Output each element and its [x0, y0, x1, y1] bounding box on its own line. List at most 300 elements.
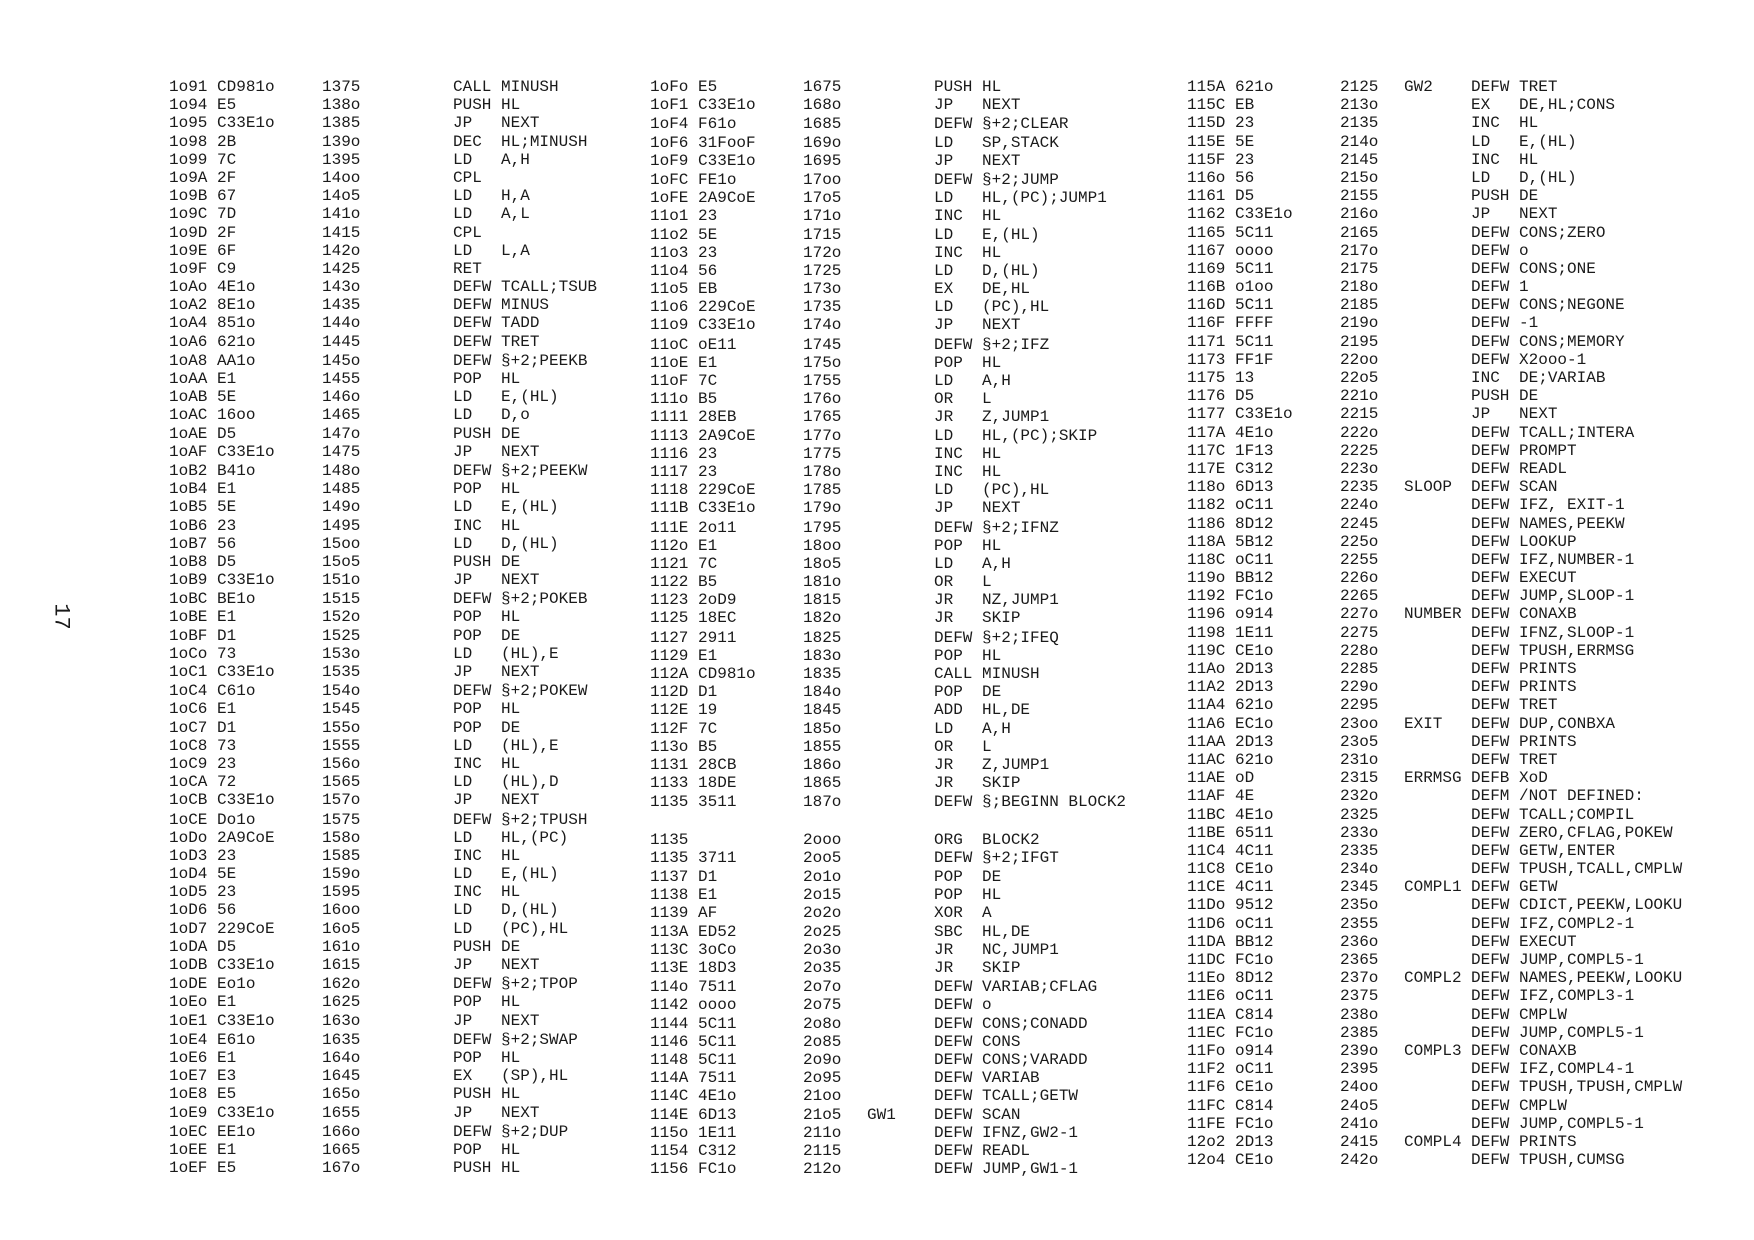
address-code: 1oB5 5E — [169, 498, 237, 517]
line-number: 154o — [322, 682, 361, 701]
instruction: DEFM /NOT DEFINED: — [1471, 787, 1644, 806]
instruction: DEFW CONS;ZERO — [1471, 223, 1606, 242]
line-number: 176o — [803, 390, 842, 409]
instruction: JP NEXT — [934, 316, 1021, 335]
address-code: 1125 18EC — [650, 609, 737, 628]
line-number: 24o5 — [1340, 1096, 1379, 1115]
instruction: JP NEXT — [934, 499, 1021, 518]
instruction: INC HL — [1471, 114, 1539, 133]
instruction: DEFW READL — [934, 1141, 1031, 1160]
line-number: 2235 — [1340, 478, 1379, 497]
instruction: CPL — [453, 223, 482, 242]
line-number: 1445 — [322, 332, 361, 351]
instruction: DEFW PRINTS — [1471, 678, 1577, 697]
line-number: 1485 — [322, 480, 361, 499]
instruction: DEFW DUP,CONBXA — [1471, 714, 1616, 733]
line-number: 2o75 — [803, 996, 842, 1015]
instruction: DEFW NAMES,PEEKW — [1471, 514, 1625, 533]
line-number: 14oo — [322, 168, 361, 187]
instruction: DEFW CONS;CONADD — [934, 1014, 1088, 1033]
address-code: 116B o1oo — [1187, 278, 1274, 297]
instruction: DEFW TPUSH,TCALL,CMPLW — [1471, 860, 1683, 879]
instruction: DEFW §+2;PEEKW — [453, 461, 588, 480]
line-number: 2o95 — [803, 1069, 842, 1088]
address-code: 1133 18DE — [650, 774, 737, 793]
line-number: 147o — [322, 424, 361, 443]
address-code: 1175 13 — [1187, 369, 1255, 387]
address-code: 1oD4 5E — [169, 865, 237, 884]
instruction: EX DE,HL — [934, 280, 1031, 299]
instruction: JR SKIP — [934, 609, 1021, 628]
address-code: 116D 5C11 — [1187, 296, 1274, 315]
line-number: 1655 — [322, 1103, 361, 1122]
instruction: LD E,(HL) — [1471, 132, 1577, 151]
address-code: 1oDE Eo1o — [169, 975, 256, 994]
line-number: 181o — [803, 573, 842, 592]
address-code: 1118 229CoE — [650, 481, 756, 500]
line-number: 157o — [322, 791, 361, 810]
line-number: 211o — [803, 1123, 842, 1142]
address-code: 1o9E 6F — [169, 241, 237, 260]
address-code: 115C EB — [1187, 96, 1255, 115]
instruction: POP DE — [453, 626, 521, 645]
instruction: DEFW MINUS — [453, 296, 550, 315]
instruction: INC HL — [934, 207, 1002, 226]
line-number: 2365 — [1340, 951, 1379, 969]
line-number: 1755 — [803, 372, 842, 390]
label: NUMBER — [1404, 605, 1462, 624]
address-code: 1oBF D1 — [169, 626, 237, 645]
address-code: 1oBC BE1o — [169, 590, 256, 609]
instruction: DEFW CONS;NEGONE — [1471, 296, 1625, 315]
address-code: 1oBE E1 — [169, 608, 237, 627]
line-number: 145o — [322, 351, 361, 370]
address-code: 1oAo 4E1o — [169, 278, 256, 297]
line-number: 1745 — [803, 335, 842, 354]
address-code: 113o B5 — [650, 737, 718, 756]
line-number: 2345 — [1340, 878, 1379, 897]
label: GW1 — [867, 1105, 896, 1124]
address-code: 115D 23 — [1187, 114, 1255, 133]
address-code: 1oDo 2A9CoE — [169, 828, 275, 847]
address-code: 118C oC11 — [1187, 550, 1274, 569]
line-number: 231o — [1340, 750, 1379, 769]
instruction: DEFW §+2;IFZ — [934, 335, 1050, 354]
line-number: 236o — [1340, 932, 1379, 951]
line-number: 213o — [1340, 96, 1379, 115]
instruction: LD D,o — [453, 406, 530, 425]
instruction: CALL MINUSH — [934, 665, 1040, 683]
address-code: 1oA4 851o — [169, 314, 256, 333]
address-code: 11AE oD — [1187, 769, 1255, 788]
address-code: 115F 23 — [1187, 150, 1255, 169]
line-number: 2o2o — [803, 904, 842, 923]
address-code: 119C CE1o — [1187, 641, 1274, 660]
line-number: 2385 — [1340, 1023, 1379, 1042]
instruction: DEFW IFZ,NUMBER-1 — [1471, 550, 1635, 569]
address-code: 1oDA D5 — [169, 937, 237, 956]
instruction: LD D,(HL) — [453, 534, 559, 553]
address-code: 1oAF C33E1o — [169, 442, 275, 461]
address-code: 11FC C814 — [1187, 1096, 1274, 1115]
instruction: POP HL — [453, 993, 521, 1012]
address-code: 1oF1 C33E1o — [650, 96, 756, 115]
line-number: 1795 — [803, 518, 842, 537]
address-code: 113E 18D3 — [650, 959, 737, 977]
instruction: DEFW §;BEGINN BLOCK2 — [934, 793, 1127, 812]
line-number: 186o — [803, 755, 842, 774]
address-code: 1oD7 229CoE — [169, 919, 275, 938]
address-code: 1oF4 F61o — [650, 115, 737, 134]
instruction: INC HL — [934, 462, 1002, 481]
address-code: 1o9D 2F — [169, 223, 237, 242]
instruction: PUSH DE — [1471, 387, 1539, 406]
address-code: 1198 1E11 — [1187, 623, 1274, 642]
address-code: 11F2 oC11 — [1187, 1060, 1274, 1079]
line-number: 2355 — [1340, 914, 1379, 933]
address-code: 1oE6 E1 — [169, 1048, 237, 1067]
address-code: 11Fo o914 — [1187, 1041, 1274, 1060]
address-code: 1o9F C9 — [169, 259, 237, 278]
address-code: 117E C312 — [1187, 459, 1274, 478]
line-number: 22o5 — [1340, 369, 1379, 387]
instruction: DEFW PRINTS — [1471, 660, 1577, 678]
instruction: OR L — [934, 573, 992, 592]
line-number: 156o — [322, 754, 361, 773]
line-number: 1635 — [322, 1030, 361, 1049]
instruction: INC DE;VARIAB — [1471, 369, 1606, 387]
address-code: 1o9C 7D — [169, 205, 237, 224]
line-number: 2145 — [1340, 150, 1379, 169]
instruction: DEFW CONS;ONE — [1471, 259, 1596, 278]
instruction: DEFW EXECUT — [1471, 569, 1577, 588]
address-code: 11oE E1 — [650, 353, 718, 372]
instruction: PUSH DE — [1471, 187, 1539, 206]
address-code: 1oB9 C33E1o — [169, 571, 275, 590]
line-number: 241o — [1340, 1114, 1379, 1133]
address-code: 1111 28EB — [650, 408, 737, 427]
address-code: 117C 1F13 — [1187, 441, 1274, 460]
line-number: 2325 — [1340, 805, 1379, 824]
line-number: 179o — [803, 499, 842, 518]
address-code: 114C 4E1o — [650, 1087, 737, 1106]
line-number: 168o — [803, 96, 842, 115]
address-code: 1oD3 23 — [169, 846, 237, 865]
address-code: 11AF 4E — [1187, 787, 1255, 806]
instruction: INC HL — [453, 846, 521, 865]
instruction: JP NEXT — [453, 1011, 540, 1030]
label: COMPL3 — [1404, 1041, 1462, 1060]
line-number: 2215 — [1340, 405, 1379, 424]
address-code: 11F6 CE1o — [1187, 1078, 1274, 1097]
address-code: 11o9 C33E1o — [650, 316, 756, 335]
line-number: 2415 — [1340, 1132, 1379, 1151]
address-code: 115o 1E11 — [650, 1123, 737, 1142]
instruction: PUSH HL — [453, 1159, 521, 1178]
instruction: DEFW §+2;TPUSH — [453, 810, 588, 829]
line-number: 1425 — [322, 259, 361, 278]
instruction: POP HL — [934, 886, 1002, 905]
line-number: 17oo — [803, 170, 842, 189]
line-number: 143o — [322, 278, 361, 297]
address-code: 1oE7 E3 — [169, 1067, 237, 1086]
instruction: JP NEXT — [934, 96, 1021, 115]
line-number: 216o — [1340, 205, 1379, 224]
address-code: 118A 5B12 — [1187, 532, 1274, 551]
instruction: LD L,A — [453, 241, 530, 260]
instruction: INC HL — [934, 444, 1002, 463]
address-code: 112D D1 — [650, 683, 718, 702]
address-code: 11EA C814 — [1187, 1005, 1274, 1024]
instruction: DEFW §+2;IFNZ — [934, 518, 1059, 537]
line-number: 139o — [322, 132, 361, 151]
line-number: 223o — [1340, 459, 1379, 478]
instruction: LD HL,(PC);JUMP1 — [934, 189, 1107, 208]
line-number: 153o — [322, 644, 361, 663]
line-number: 1695 — [803, 151, 842, 170]
instruction: INC HL — [934, 243, 1002, 262]
instruction: DEFW TCALL;INTERA — [1471, 423, 1635, 442]
address-code: 1oAB 5E — [169, 388, 237, 407]
label: SLOOP — [1404, 478, 1453, 497]
instruction: DEFW VARIAB;CFLAG — [934, 978, 1098, 997]
line-number: 177o — [803, 426, 842, 445]
line-number: 1435 — [322, 296, 361, 315]
line-number: 23oo — [1340, 714, 1379, 733]
address-code: 11BC 4E1o — [1187, 805, 1274, 824]
label: GW2 — [1404, 78, 1433, 96]
line-number: 2265 — [1340, 587, 1379, 606]
line-number: 1865 — [803, 774, 842, 793]
address-code: 114A 7511 — [650, 1069, 737, 1088]
address-code: 11A6 EC1o — [1187, 714, 1274, 733]
instruction: LD (PC),HL — [453, 919, 569, 938]
line-number: 2115 — [803, 1141, 842, 1160]
address-code: 112F 7C — [650, 719, 718, 738]
line-number: 2275 — [1340, 623, 1379, 642]
line-number: 15o5 — [322, 552, 361, 571]
line-number: 2o8o — [803, 1014, 842, 1033]
address-code: 1oE4 E61o — [169, 1030, 256, 1049]
instruction: JR SKIP — [934, 959, 1021, 977]
address-code: 1oC9 23 — [169, 754, 237, 773]
address-code: 114E 6D13 — [650, 1105, 737, 1124]
instruction: POP HL — [453, 1140, 521, 1159]
instruction: DEFW 1 — [1471, 278, 1529, 297]
instruction: DEFW CONAXB — [1471, 605, 1577, 624]
instruction: JP NEXT — [453, 571, 540, 590]
instruction: LD D,(HL) — [934, 261, 1040, 280]
line-number: 2125 — [1340, 78, 1379, 96]
line-number: 142o — [322, 241, 361, 260]
instruction: LD A,H — [934, 554, 1011, 573]
line-number: 238o — [1340, 1005, 1379, 1024]
address-code: 11C4 4C11 — [1187, 841, 1274, 860]
instruction: POP HL — [934, 536, 1002, 555]
line-number: 14o5 — [322, 187, 361, 206]
line-number: 1515 — [322, 590, 361, 609]
line-number: 218o — [1340, 278, 1379, 297]
instruction: JP NEXT — [453, 114, 540, 133]
address-code: 11o4 56 — [650, 261, 718, 280]
address-code: 11o1 23 — [650, 207, 718, 226]
line-number: 242o — [1340, 1151, 1379, 1170]
instruction: DEFW §+2;TPOP — [453, 975, 578, 994]
instruction: DEFW TRET — [1471, 750, 1558, 769]
line-number: 224o — [1340, 496, 1379, 515]
address-code: 1169 5C11 — [1187, 259, 1274, 278]
instruction: DEFW §+2;IFGT — [934, 848, 1059, 867]
instruction: DEFW IFZ,COMPL2-1 — [1471, 914, 1635, 933]
line-number: 1555 — [322, 736, 361, 755]
instruction: INC HL — [453, 754, 521, 773]
address-code: 1oAC 16oo — [169, 406, 256, 425]
instruction: DEFW IFNZ,SLOOP-1 — [1471, 623, 1635, 642]
address-code: 11Eo 8D12 — [1187, 969, 1274, 988]
line-number: 1525 — [322, 626, 361, 645]
instruction: INC HL — [1471, 150, 1539, 169]
instruction: DEFW CONS;MEMORY — [1471, 332, 1625, 351]
line-number: 2245 — [1340, 514, 1379, 533]
instruction: POP DE — [934, 868, 1002, 887]
instruction: DEFW CONS — [934, 1032, 1021, 1051]
instruction: JP NEXT — [453, 663, 540, 681]
line-number: 2o3o — [803, 940, 842, 959]
line-number: 1465 — [322, 406, 361, 425]
instruction: LD SP,STACK — [934, 133, 1059, 152]
instruction: DEFW §+2;DUP — [453, 1122, 569, 1141]
address-code: 11A4 621o — [1187, 696, 1274, 715]
line-number: 229o — [1340, 678, 1379, 697]
instruction: POP DE — [934, 683, 1002, 702]
address-code: 111E 2o11 — [650, 518, 737, 537]
address-code: 1oA8 AA1o — [169, 351, 256, 370]
instruction: JP NEXT — [1471, 405, 1558, 424]
address-code: 1135 — [650, 830, 689, 849]
address-code: 1oA2 8E1o — [169, 296, 256, 315]
line-number: 1855 — [803, 737, 842, 756]
instruction: PUSH HL — [934, 78, 1002, 96]
line-number: 1385 — [322, 114, 361, 133]
line-number: 1715 — [803, 225, 842, 244]
instruction: DEFW EXECUT — [1471, 932, 1577, 951]
instruction: DEFW TCALL;TSUB — [453, 278, 598, 297]
address-code: 11C8 CE1o — [1187, 860, 1274, 879]
instruction: OR L — [934, 737, 992, 756]
instruction: DEFW TPUSH,CUMSG — [1471, 1151, 1625, 1170]
line-number: 21oo — [803, 1087, 842, 1106]
address-code: 1121 7C — [650, 554, 718, 573]
address-code: 1o91 CD981o — [169, 78, 275, 96]
address-code: 1192 FC1o — [1187, 587, 1274, 606]
instruction: INC HL — [453, 883, 521, 902]
line-number: 2o9o — [803, 1050, 842, 1069]
line-number: 178o — [803, 462, 842, 481]
address-code: 118o 6D13 — [1187, 478, 1274, 497]
line-number: 228o — [1340, 641, 1379, 660]
line-number: 2395 — [1340, 1060, 1379, 1079]
label: EXIT — [1404, 714, 1443, 733]
line-number: 1565 — [322, 773, 361, 792]
line-number: 165o — [322, 1085, 361, 1104]
address-code: 1131 28CB — [650, 755, 737, 774]
label: COMPL1 — [1404, 878, 1462, 897]
instruction: DEFW GETW — [1471, 878, 1558, 897]
line-number: 171o — [803, 207, 842, 226]
instruction: DEFW JUMP,SLOOP-1 — [1471, 587, 1635, 606]
instruction: DEFW JUMP,COMPL5-1 — [1471, 1114, 1644, 1133]
address-code: 1oA6 621o — [169, 332, 256, 351]
line-number: 1765 — [803, 408, 842, 427]
instruction: DEFW §+2;POKEW — [453, 682, 588, 701]
line-number: 167o — [322, 1159, 361, 1178]
instruction: DEFW TRET — [1471, 696, 1558, 715]
address-code: 1o99 7C — [169, 150, 237, 169]
line-number: 144o — [322, 314, 361, 333]
address-code: 11BE 6511 — [1187, 823, 1274, 842]
line-number: 1495 — [322, 516, 361, 535]
address-code: 1156 FC1o — [650, 1160, 737, 1179]
line-number: 16oo — [322, 901, 361, 920]
address-code: 1165 5C11 — [1187, 223, 1274, 242]
address-code: 1167 oooo — [1187, 241, 1274, 260]
line-number: 2oo5 — [803, 848, 842, 867]
address-code: 1o95 C33E1o — [169, 114, 275, 133]
address-code: 11o6 229CoE — [650, 298, 756, 317]
instruction: LD A,H — [934, 719, 1011, 738]
line-number: 2285 — [1340, 660, 1379, 678]
instruction: DEFW IFZ,COMPL3-1 — [1471, 987, 1635, 1006]
address-code: 116o 56 — [1187, 168, 1255, 187]
address-code: 1o9A 2F — [169, 168, 237, 187]
line-number: 166o — [322, 1122, 361, 1141]
line-number: 164o — [322, 1048, 361, 1067]
instruction: JP NEXT — [934, 151, 1021, 170]
line-number: 1615 — [322, 956, 361, 974]
address-code: 1148 5C11 — [650, 1050, 737, 1069]
address-code: 11o5 EB — [650, 280, 718, 299]
instruction: DEFW CMPLW — [1471, 1005, 1568, 1024]
line-number: 1815 — [803, 591, 842, 610]
address-code: 113A ED52 — [650, 922, 737, 941]
line-number: 1415 — [322, 223, 361, 242]
address-code: 111B C33E1o — [650, 499, 756, 518]
line-number: 2155 — [1340, 187, 1379, 206]
address-code: 1oF9 C33E1o — [650, 151, 756, 170]
instruction: LD E,(HL) — [934, 225, 1040, 244]
instruction: PUSH HL — [453, 1085, 521, 1104]
address-code: 1182 oC11 — [1187, 496, 1274, 515]
address-code: 11DA BB12 — [1187, 932, 1274, 951]
line-number: 1475 — [322, 442, 361, 461]
instruction: DEFW o — [1471, 241, 1529, 260]
instruction: JR SKIP — [934, 774, 1021, 793]
instruction: LD E,(HL) — [453, 388, 559, 407]
instruction: POP HL — [453, 1048, 521, 1067]
line-number: 1725 — [803, 261, 842, 280]
instruction: POP HL — [934, 353, 1002, 372]
address-code: 1oEC EE1o — [169, 1122, 256, 1141]
line-number: 239o — [1340, 1041, 1379, 1060]
line-number: 2185 — [1340, 296, 1379, 315]
line-number: 212o — [803, 1160, 842, 1179]
instruction: PUSH DE — [453, 552, 521, 571]
address-code: 1oAA E1 — [169, 370, 237, 388]
line-number: 1775 — [803, 444, 842, 463]
instruction: DEFW READL — [1471, 459, 1568, 478]
line-number: 1575 — [322, 810, 361, 829]
instruction: JR NZ,JUMP1 — [934, 591, 1059, 610]
